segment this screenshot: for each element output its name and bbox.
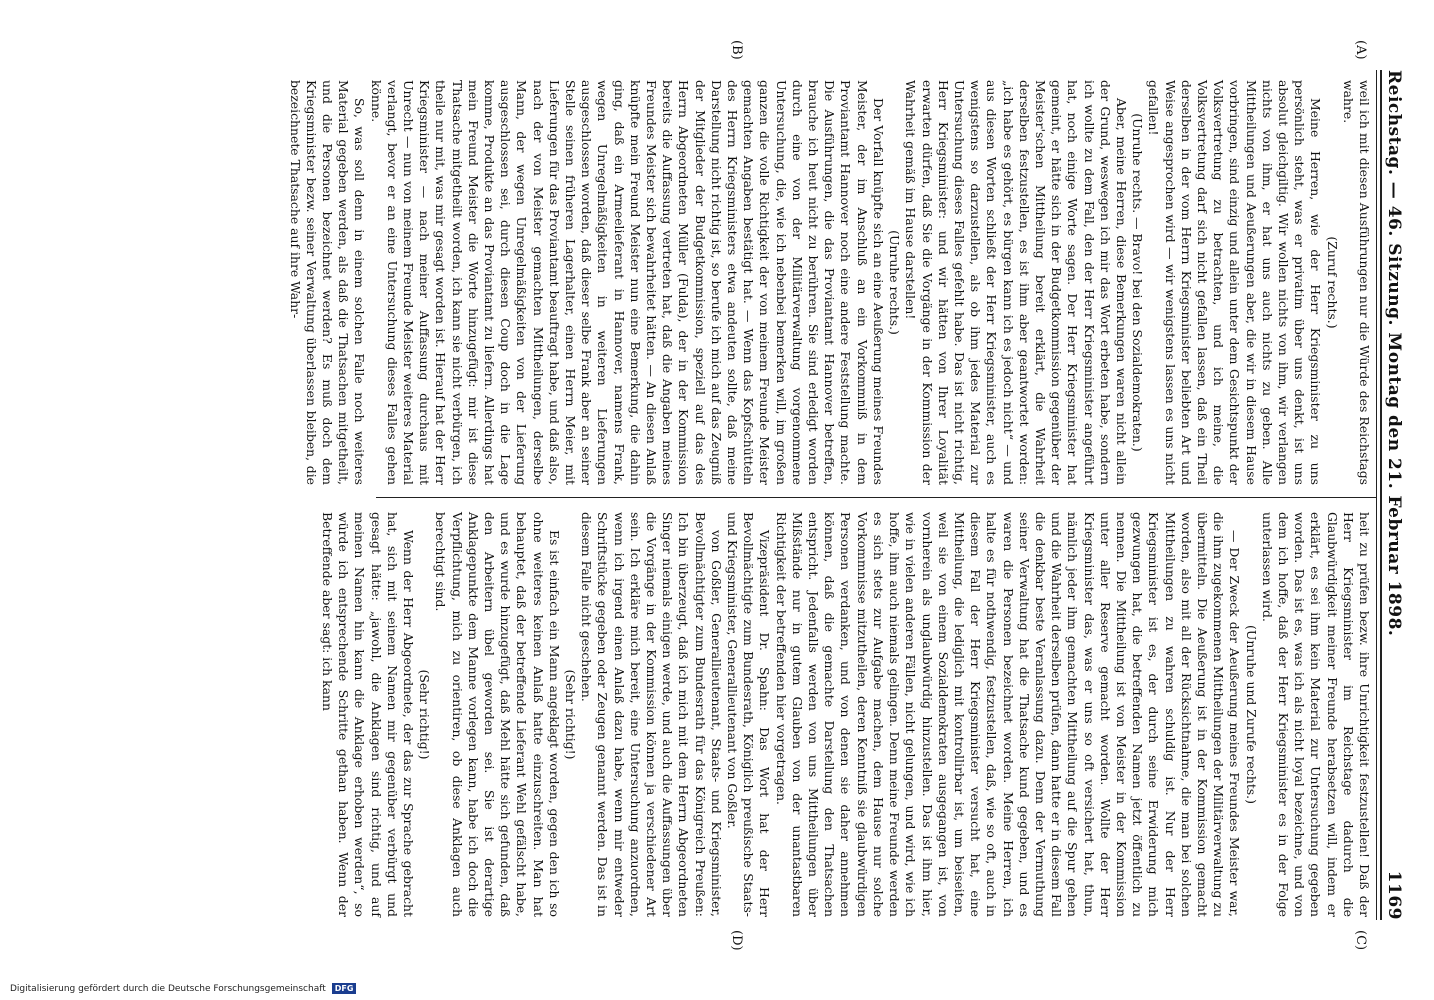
paragraph: Meine Herren, wie der Herr Kriegsminister zu uns persönlich steht, was er privatim über uns denkt, ist uns absolut gleichgiltig. Wir wollen nichts von ihm, wir verlangen nichts von ihm, er hat uns auch nichts zu geben. Alle Mittheilungen und Aeußerungen aber, die wir in diesem Hause vorbringen, sind einzig und allein unter dem Gesichtspunkt der Volksvertretung zu betrachten, und ich meine, die Volksvertretung darf sich nicht gefallen lassen, daß ein Theil derselben in der vom Herrn Kriegsminister beliebten Art und Weise angesprochen wird — wir wenigstens lassen es uns nicht gefallen! [1146, 80, 1324, 485]
interjection: (Unruhe rechts. — Bravo! bei den Sozialdemokraten.) [1130, 113, 1146, 452]
interjection: (Sehr richtig!) [563, 669, 579, 760]
margin-marker-a: (A) [1353, 40, 1368, 60]
header-rule-thin [1376, 70, 1377, 920]
paragraph: weil ich mit diesen Ausführungen nur die Würde des Reichstags wahre. [1340, 80, 1372, 485]
margin-marker-c: (C) [1353, 930, 1368, 951]
header-title: Reichstag. — 46. Sitzung. Montag den 21. Februar 1898. [1384, 70, 1404, 637]
speaker-paragraph: von Goßler, Generallieutenant, Staats- und Kriegsminister, Bevollmächtigter zum Bundesrath für das Königreich Preußen: Ich bin überzeugt, daß ich mich mit dem Herrn Abgeordneten Singer niemals einigen werde, und auch die Auffassungen über die Vorgänge in der Kommission können ja verschiedener Art sein. Ich erkläre mich bereit, eine Untersuchung anzuordnen, wenn ich irgend einen Anlaß dazu habe, wenn mir entweder Schriftstücke gegeben oder Zeugen genannt werden. Das ist in diesem Falle nicht geschehen. [579, 512, 724, 917]
margin-marker-b: (B) [729, 40, 744, 60]
header-rule [1380, 70, 1382, 920]
paragraph: Der Vorfall knüpfte sich an eine Aeußerung meines Freundes Meister, der im Anschluß an ein Vorkommniß in dem Proviantamt Hannover noch eine andere Feststellung machte. Die Ausführungen, die das Proviantamt Hannover betreffen, brauche ich heut nicht zu berühren. Sie sind erledigt worden durch eine von der Militärverwaltung vorgenommene Untersuchung, die, wie ich nebenbei bemerken will, im großen ganzen die volle Richtigkeit der von meinem Freunde Meister gemachten Angaben bestätigt hat. — Wenn das Kopfschütteln des Herrn Kriegsministers etwa andeuten sollte, daß meine Darstellung nicht richtig ist, so berufe ich mich auf das Zeugniß der Mitglieder der Budgetkommission, speziell auf das des Herrn Abgeordneten Müller (Fulda), der in der Kommission bereits die Auffassung vertreten hat, daß die Angaben meines Freundes Meister sich bewahrheitet hätten. — An diesen Anlaß knüpfte mein Freund Meister nun eine Bemerkung, die dahin ging, daß ein Armeelieferant in Hannover, namens Frank, wegen Unregelmäßigkeiten in weiteren Lieferungen ausgeschlossen worden, daß dieser selbe Frank aber an seiner Stelle seinen früheren Lagerhalter, einen Herrn Meier, mit Lieferungen für das Proviantamt beauftragt habe, und daß also, nach der von Meister gemachten Mittheilungen, derselbe Mann, der wegen Unregelmäßigkeiten von der Lieferung ausgeschlossen sei, durch diesen Coup doch in die Lage komme, Produkte an das Proviantamt zu liefern. Allerdings hat mein Freund Meister die Worte hinzugefügt: mir ist diese Thatsache mitgetheilt worden, ich kann sie nicht verbürgen, ich theile nur mit, was mir gesagt worden ist. Hierauf hat der Herr Kriegsminister — nach meiner Auffassung durchaus mit Unrecht — nun von meinem Freunde Meister weiteres Material verlangt, bevor er an eine Untersuchung dieses Falles gehen könne. [368, 80, 886, 485]
credit-text: Digitalisierung gefördert durch die Deutsche Forschungsgemeinschaft [10, 983, 326, 994]
interjection: (Sehr richtig!) [417, 669, 433, 760]
digitization-credit [10, 983, 356, 994]
paragraph: Wenn der Herr Abgeordnete, der das zur Sprache gebracht hat, sich mit seinem Namen mir gegenüber verbürgt und gesagt hätte: „jawohl, die Anklagen sind richtig, und auf meinen Namen hin kann die Anklage erhoben werden“, so würde ich entsprechende Schritte gethan haben. Wenn der Betreffende aber sagt: ich kann [320, 512, 417, 917]
interjection: (Unruhe rechts.) [887, 230, 903, 335]
left-column [286, 80, 1372, 485]
dfg-logo: DFG [332, 983, 357, 994]
margin-marker-d: (D) [729, 930, 744, 951]
interjection: (Zuruf rechts.) [1324, 236, 1340, 329]
paragraph: — Der Zweck der Aeußerung meines Freundes Meister war, die ihm zugekommenen Mittheilungen der Militärverwaltung zu übermitteln. Die Aeußerung ist in der Kommission gemacht worden, also mit all der Rücksichtnahme, die man bei solchen Mittheilungen zu wahren schuldig ist. Nur der Herr Kriegsminister ist es, der durch seine Erwiderung mich gezwungen hat, die betreffenden Namen jetzt öffentlich zu nennen. Die Mittheilung ist von Meister in der Kommission unter aller Reserve gemacht worden. Wollte der Herr Kriegsminister das, was er uns so oft versichert hat, thun, nämlich jeder ihm gemachten Mittheilung auf die Spur gehen und die Wahrheit derselben prüfen, dann hatte er in diesem Fall die denkbar beste Veranlassung dazu. Denn der Vermuthung seiner Verwaltung hat die Thatsache kund gegeben, und es waren die Personen bezeichnet worden. Meine Herren, ich halte es für nothwendig, festzustellen, daß, wie so oft, auch in diesem Fall der Herr Kriegsminister versucht hat, eine Mittheilung, die lediglich mit kontrollirbar ist, um beiseiten, weil sie von einem Sozialdemokraten ausgegangen ist, von vornherein als unglaubwürdig hinzustellen. Das ist ihm hier, wie in vielen anderen Fällen, nicht gelungen, und wird, wie ich hoffe, ihm auch niemals gelingen. Denn meine Freunde werden es sich stets zur Aufgabe machen, dem Hause nur solche Vorkommnisse mitzutheilen, deren Kenntniß sie glaubwürdigen Personen verdanken, und von denen sie daher annehmen können, daß die gemachte Darstellung den Thatsachen entspricht. Jedenfalls werden von uns Mittheilungen über Mißstände nur in gutem Glauben von der unantastbaren Richtigkeit der betreffenden hier vorgetragen. [773, 512, 1243, 917]
page-header [1384, 70, 1422, 920]
column-divider [376, 497, 1376, 498]
paragraph: Es ist einfach ein Mann angeklagt worden, gegen den ich so ohne weiteres keinen Anlaß hatte einzuschreiten. Man hat behauptet, daß der betreffende Lieferant Wehl gefälscht habe, und es wurde hinzugefügt, daß Mehl hätte sich gefunden, daß den Arbeitern übel geworden sei. Sie ist derartige Anklagepunkte dem Manne vorlegen kann, habe ich doch die Verpflichtung, mich zu orientiren, ob diese Anklagen auch berechtigt sind. [433, 512, 562, 917]
paragraph: heit zu prüfen bezw. ihre Unrichtigkeit festzustellen! Daß der Herr Kriegsminister im Reichstage dadurch die Glaubwürdigkeit meiner Freunde herabsetzen will, indem er erklärt, es sei ihm kein Material zur Untersuchung gegeben worden. Das ist es, was ich als nicht loyal bezeichne, und von dem ich hoffe, daß der Herr Kriegsminister es in der Folge unterlassen wird. [1259, 512, 1372, 917]
paragraph: Aber, meine Herren, diese Bemerkungen waren nicht allein der Grund, weswegen ich mir das Wort erbeten habe, sondern ich wollte zu dem Fall, den der Herr Kriegsminister angeführt hat, noch einige Worte sagen. Der Herr Kriegsminister hat gemeint, er hätte sich in der Budgetkommission gegenüber der Meister'schen Mittheilung bereit erklärt, die Wahrheit derselben festzustellen, es ist ihm aber geantwortet worden: „ich habe es gehört, es bürgen kann ich es jedoch nicht“ — und aus diesen Worten schließt der Herr Kriegsminister, auch es wenigstens so darzustellen, als ob ihm jedes Material zur Untersuchung dieses Falles gefehlt habe. Das ist nicht richtig, Herr Kriegsminister: und wir hätten von Ihrer Loyalität erwarten dürfen, daß Sie die Vorgänge in der Kommission der Wahrheit gemäß im Hause darstellen! [903, 80, 1129, 485]
paragraph: So, was soll denn in einem solchen Falle noch weiteres Material gegeben werden, als daß die Thatsachen mitgetheilt, und die Personen bezeichnet werden? Es muß doch dem Kriegsminister bezw. seiner Verwaltung überlassen bleiben, die bezeichnete Thatsache auf ihre Wahr- [287, 80, 368, 485]
interjection: (Unruhe und Zurufe rechts.) [1243, 625, 1259, 804]
right-column [319, 512, 1372, 917]
speaker-paragraph: Vizepräsident Dr. Spahn: Das Wort hat der Herr Bevollmächtigte zum Bundesrath, Königlich preußische Staats- und Kriegsminister, Generallieutenant von Goßler. [725, 512, 773, 917]
page-number: 1169 [1384, 870, 1404, 920]
